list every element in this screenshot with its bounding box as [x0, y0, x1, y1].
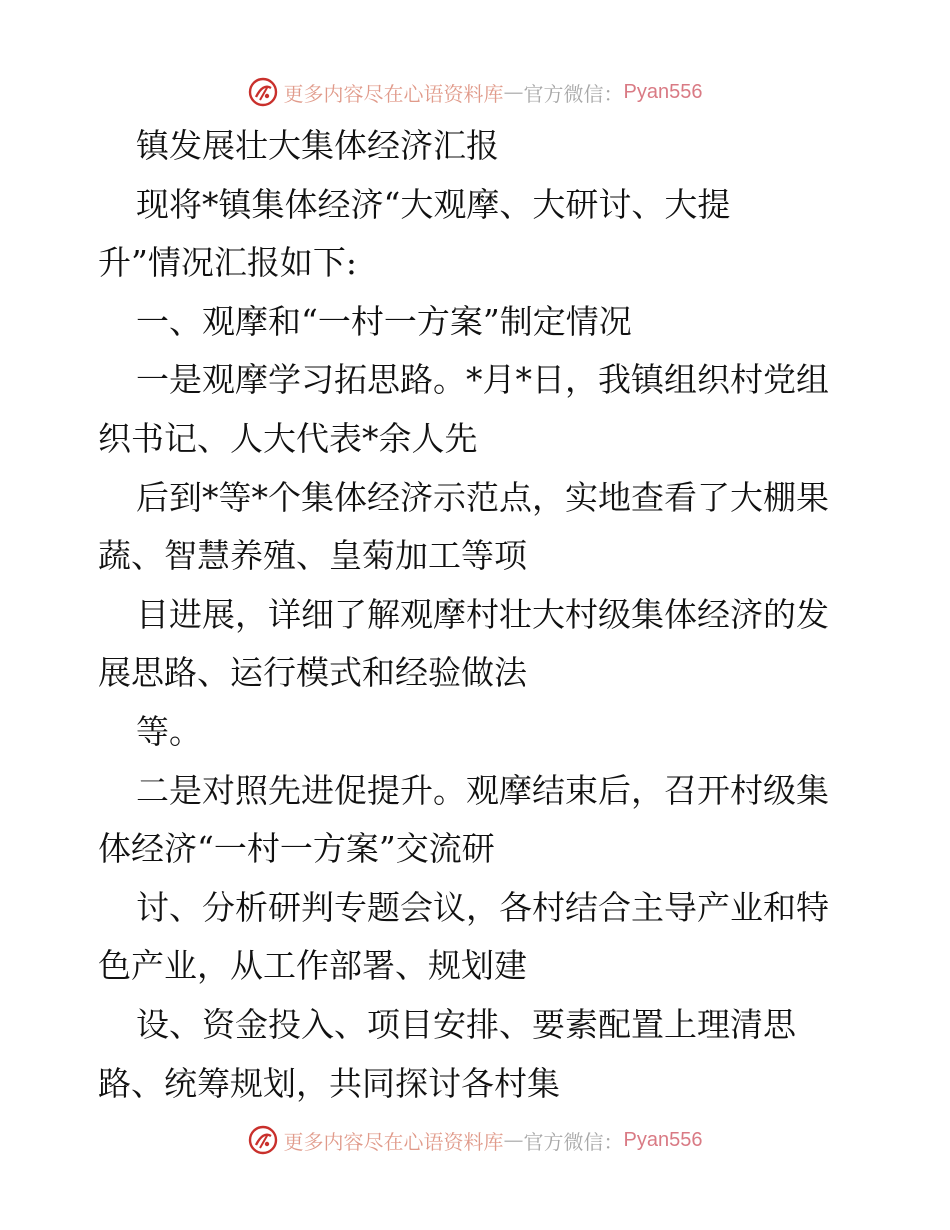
paragraph-line: 后到*等*个集体经济示范点，实地查看了大棚果 [136, 477, 829, 517]
watermark-dash: — [503, 1128, 524, 1152]
watermark-text: 更多内容尽在心语资料库 [283, 81, 504, 106]
paragraph-line: 讨、分析研判专题会议，各村结合主导产业和特 [136, 887, 829, 927]
watermark-wechat-id: Pyan556 [623, 1128, 703, 1151]
watermark-wechat-id: Pyan556 [623, 80, 703, 103]
document-title: 镇发展壮大集体经济汇报 [136, 126, 499, 165]
paragraph-line: 展思路、运行模式和经验做法 [98, 653, 527, 693]
section-heading: 一、观摩和“一村一方案”制定情况 [136, 301, 632, 341]
paragraph-line: 蔬、智慧养殖、皇菊加工等项 [98, 536, 527, 576]
paragraph-line: 设、资金投入、项目安排、要素配置上理清思 [136, 1004, 796, 1044]
paragraph-line: 路、统筹规划，共同探讨各村集 [98, 1063, 560, 1103]
watermark-dash: — [503, 80, 524, 104]
document-body [98, 117, 858, 1113]
paragraph-line: 色产业，从工作部署、规划建 [98, 946, 527, 986]
watermark-wechat-label: 官方微信： [523, 1129, 624, 1154]
footer-watermark [0, 1120, 950, 1160]
paragraph-line: 等。 [136, 711, 202, 751]
watermark-wechat-label: 官方微信： [523, 81, 624, 106]
watermark-text: 更多内容尽在心语资料库 [283, 1129, 504, 1154]
paragraph-line: 体经济“一村一方案”交流研 [98, 829, 495, 869]
header-watermark [0, 72, 950, 112]
paragraph-line: 升”情况汇报如下: [98, 243, 357, 283]
paragraph-line: 目进展，详细了解观摩村壮大村级集体经济的发 [136, 594, 829, 634]
paragraph-line: 织书记、人大代表*余人先 [98, 418, 478, 458]
watermark-logo-icon [248, 1125, 278, 1155]
paragraph-line: 现将*镇集体经济“大观摩、大研讨、大提 [136, 184, 731, 224]
paragraph-line: 一是观摩学习拓思路。*月*日，我镇组织村党组 [136, 360, 829, 400]
watermark-logo-icon [248, 77, 278, 107]
paragraph-line: 二是对照先进促提升。观摩结束后，召开村级集 [136, 770, 829, 810]
